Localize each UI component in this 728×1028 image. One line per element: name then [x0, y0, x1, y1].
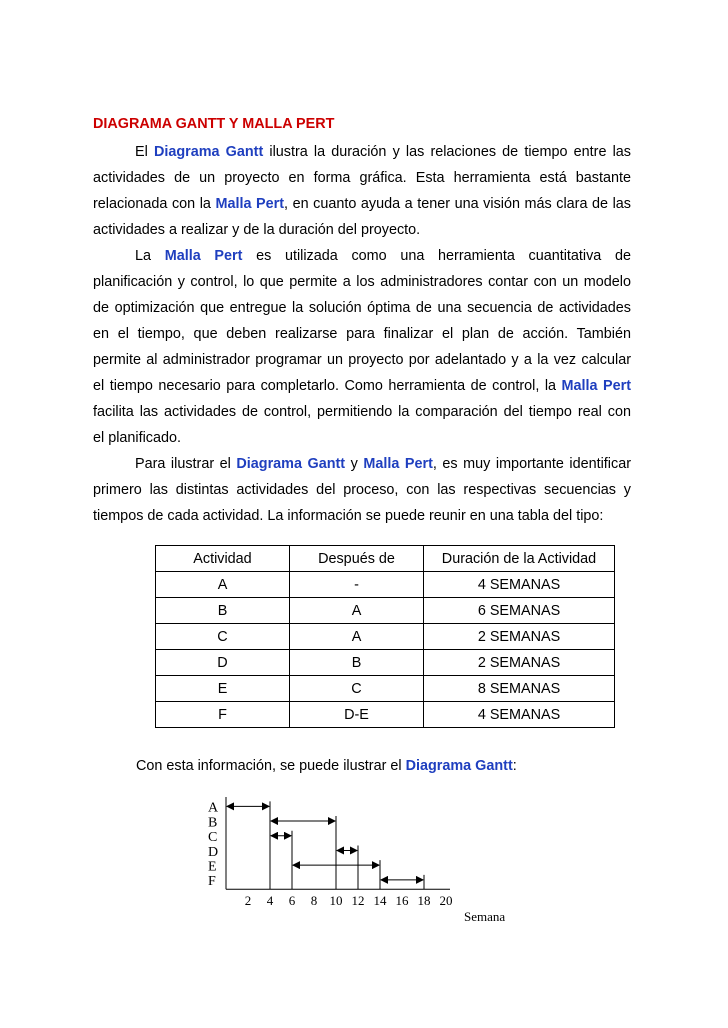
paragraph-2-line-2: planificación y control, lo que permite a los administradores contar con un modelo: [93, 274, 631, 290]
gantt-x-tick-label: 8: [310, 893, 318, 909]
table-header-cell: Después de: [290, 546, 424, 572]
gantt-row-label: E: [208, 859, 217, 875]
paragraph-1-line-2: actividades de un proyecto en forma gráfica. Esta herramienta está bastante: [93, 170, 631, 186]
table-cell: 4 SEMANAS: [424, 572, 615, 598]
paragraph-2-line-7: facilita las actividades de control, permitiendo la comparación del tiempo real con: [93, 404, 631, 420]
table-row: [156, 572, 615, 598]
gantt-x-tick-label: 6: [288, 893, 296, 909]
page-title: DIAGRAMA GANTT Y MALLA PERT: [93, 116, 335, 132]
paragraph-1-line-3: relacionada con la Malla Pert, en cuanto ayuda a tener una visión más clara de las: [93, 196, 631, 212]
gantt-row-label: C: [208, 830, 218, 846]
paragraph-2-line-5: permite al administrador programar un proyecto por adelantado y a la vez calcular: [93, 352, 631, 368]
table-cell: A: [156, 572, 290, 598]
highlight-malla-pert: Malla Pert: [215, 196, 285, 212]
highlight-diagrama-gantt: Diagrama Gantt: [236, 456, 346, 472]
paragraph-2-line-3: de optimización que entregue la solución óptima de una secuencia de actividades: [93, 300, 631, 316]
paragraph-2-line-4: en el tiempo, que deben realizarse para finalizar el plan de acción. También: [93, 326, 631, 342]
highlight-malla-pert: Malla Pert: [561, 378, 631, 394]
table-row: [156, 624, 615, 650]
table-cell: 6 SEMANAS: [424, 598, 615, 624]
table-row: [156, 702, 615, 728]
paragraph-2-line-1: La Malla Pert es utilizada como una herramienta cuantitativa de: [135, 248, 632, 264]
table-cell: D: [156, 650, 290, 676]
table-cell: A: [290, 598, 424, 624]
table-header-row: [156, 546, 615, 572]
table-cell: F: [156, 702, 290, 728]
gantt-row-label: B: [208, 815, 218, 831]
table-cell: C: [156, 624, 290, 650]
table-cell: E: [156, 676, 290, 702]
paragraph-2-line-6: el tiempo necesario para completarlo. Como herramienta de control, la Malla Pert: [93, 378, 631, 394]
table-cell: B: [156, 598, 290, 624]
gantt-x-tick-label: 12: [351, 893, 365, 909]
table-cell: 8 SEMANAS: [424, 676, 615, 702]
gantt-chart: [200, 795, 530, 925]
paragraph-3-line-1: Para ilustrar el Diagrama Gantt y Malla Pert, es muy importante identificar: [135, 456, 631, 472]
gantt-intro-text: Con esta información, se puede ilustrar el Diagrama Gantt:: [136, 758, 517, 774]
table-cell: -: [290, 572, 424, 598]
paragraph-3-line-3: tiempos de cada actividad. La información se puede reunir en una tabla del tipo:: [93, 508, 604, 524]
gantt-row-label: A: [208, 800, 219, 816]
gantt-row-label: F: [208, 874, 216, 890]
paragraph-3-line-2: primero las distintas actividades del proceso, con las respectivas secuencias y: [93, 482, 631, 498]
table-cell: 2 SEMANAS: [424, 624, 615, 650]
gantt-x-tick-label: 20: [439, 893, 453, 909]
gantt-row-label: D: [208, 844, 219, 860]
highlight-diagrama-gantt: Diagrama Gantt: [405, 758, 513, 774]
gantt-x-axis-label: Semana: [464, 909, 506, 925]
highlight-malla-pert: Malla Pert: [363, 456, 433, 472]
table-row: [156, 676, 615, 702]
table-cell: 2 SEMANAS: [424, 650, 615, 676]
highlight-diagrama-gantt: Diagrama Gantt: [153, 144, 264, 160]
activity-table: [155, 545, 615, 728]
paragraph-1-line-1: El Diagrama Gantt ilustra la duración y las relaciones de tiempo entre las: [135, 144, 631, 160]
gantt-x-tick-label: 18: [417, 893, 431, 909]
table-row: [156, 598, 615, 624]
paragraph-1-line-4: actividades a realizar y de la duración del proyecto.: [93, 222, 421, 238]
paragraph-2-line-8: el planificado.: [93, 430, 182, 446]
gantt-x-tick-label: 2: [244, 893, 252, 909]
table-header-cell: Duración de la Actividad: [424, 546, 615, 572]
table-cell: 4 SEMANAS: [424, 702, 615, 728]
table-cell: B: [290, 650, 424, 676]
table-cell: D-E: [290, 702, 424, 728]
table-cell: C: [290, 676, 424, 702]
table-cell: A: [290, 624, 424, 650]
table-header-cell: Actividad: [156, 546, 290, 572]
gantt-x-tick-label: 16: [395, 893, 409, 909]
gantt-x-tick-label: 14: [373, 893, 387, 909]
gantt-x-tick-label: 10: [329, 893, 343, 909]
table-row: [156, 650, 615, 676]
highlight-malla-pert: Malla Pert: [164, 248, 243, 264]
gantt-x-tick-label: 4: [266, 893, 274, 909]
